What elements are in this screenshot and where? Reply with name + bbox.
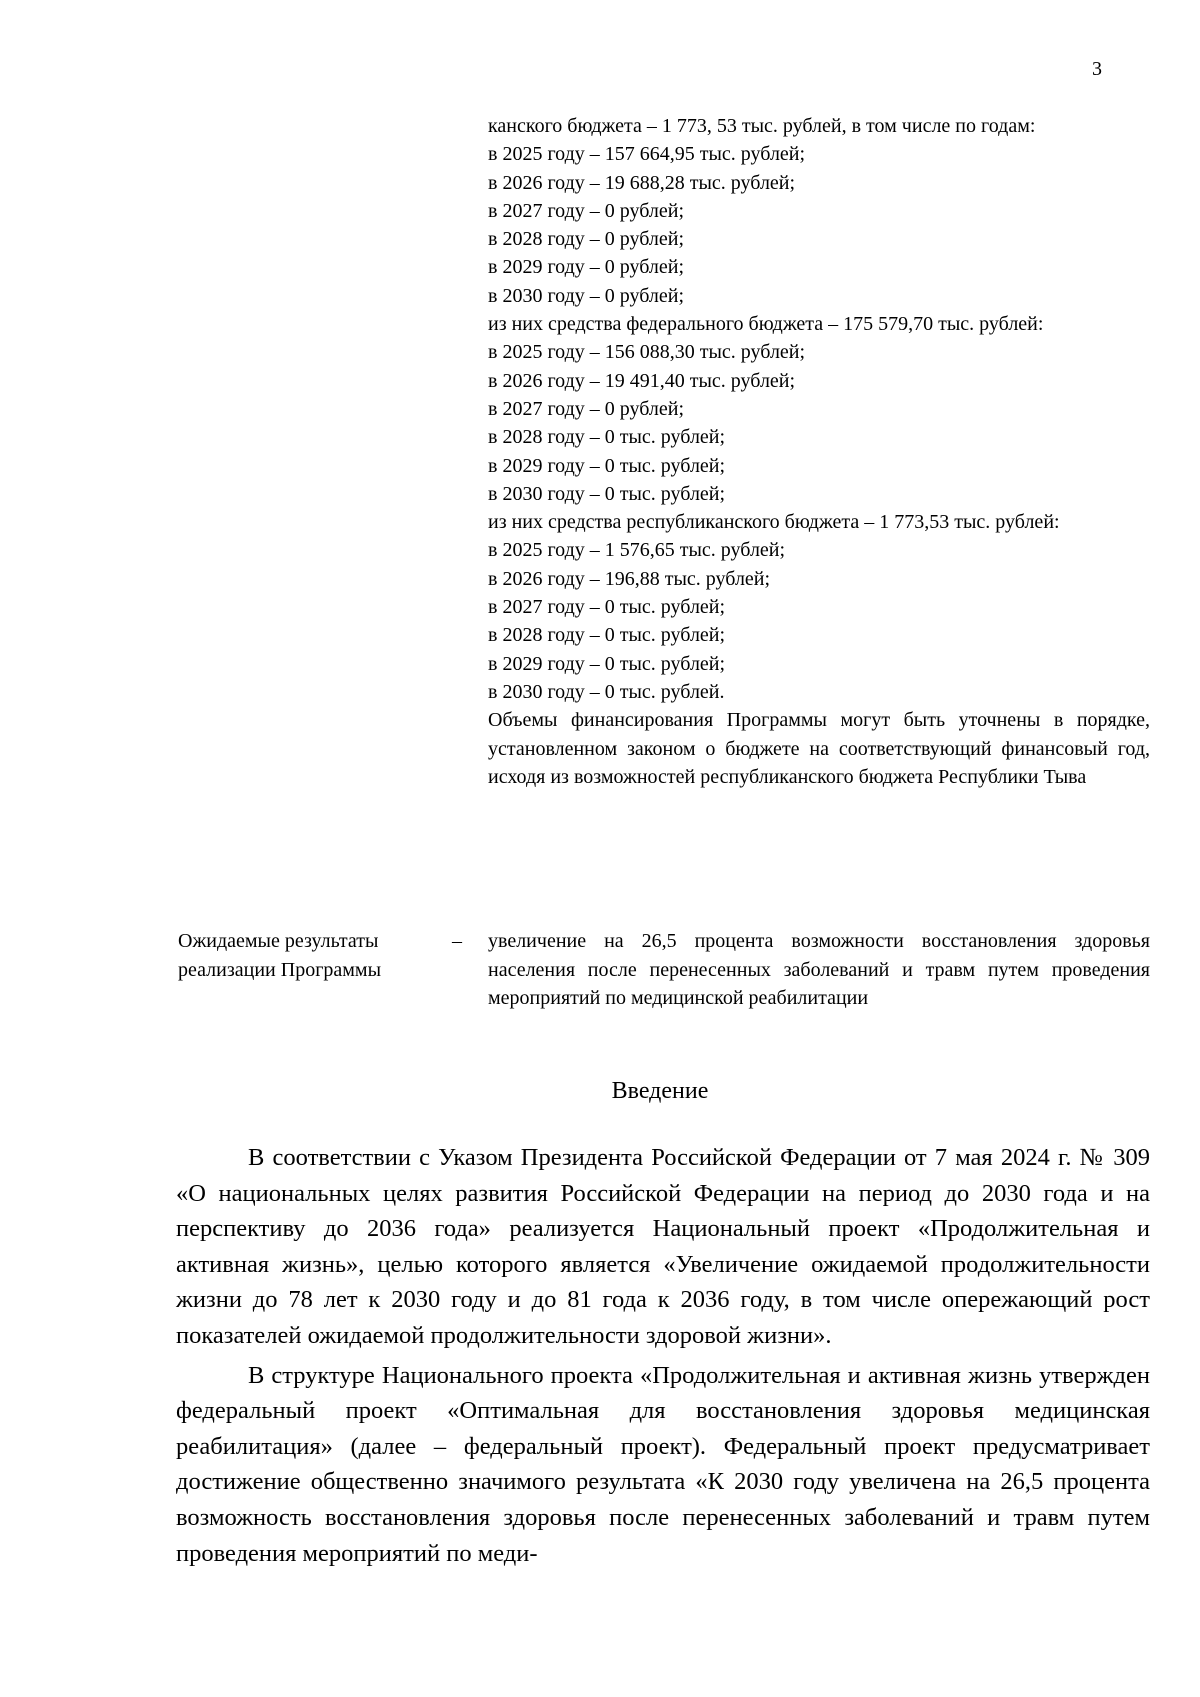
financing-paragraph: Объемы финансирования Программы могут быть уточнены в порядке, установленном законом о бюджете на соответствующий финансовый год, исходя из возможностей республиканского бюджета Республики Тыва [488,709,1150,788]
financing-year-line: в 2028 году – 0 тыс. рублей; [488,426,726,449]
financing-year-line: в 2029 году – 0 рублей; [488,256,685,279]
financing-year-line: в 2026 году – 19 688,28 тыс. рублей; [488,171,796,194]
financing-year-line: в 2027 году – 0 рублей; [488,199,685,222]
financing-year-line: в 2026 году – 19 491,40 тыс. рублей; [488,369,796,392]
financing-year-line: в 2030 году – 0 тыс. рублей; [488,482,726,505]
financing-year-line: в 2030 году – 0 тыс. рублей. [488,680,725,703]
expected-results-dash: – [452,930,462,952]
financing-year-line: в 2026 году – 196,88 тыс. рублей; [488,567,771,590]
financing-year-line: в 2025 году – 1 576,65 тыс. рублей; [488,539,786,562]
introduction-paragraph: В структуре Национального проекта «Продолжительная и активная жизнь утвержден федеральный проект «Оптимальная для восстановления здоровья медицинская реабилитация» (далее – федеральный проект). Федеральный проект предусматривает достижение общественно значимого результата «К 2030 году увеличена на 26,5 процента возможность восстановления здоровья после перенесенных заболеваний и травм путем проведения мероприятий по меди- [176,1361,1150,1567]
introduction-body [176,1140,1150,1575]
financing-year-line: в 2027 году – 0 рублей; [488,397,685,420]
introduction-paragraph: В соответствии с Указом Президента Российской Федерации от 7 мая 2024 г. № 309 «О национальных целях развития Российской Федерации на период до 2030 года и на перспективу до 2036 года» реализуется Национальный проект «Продолжительная и активная жизнь», целью которого является «Увеличение ожидаемой продолжительности жизни до 78 лет к 2030 году и до 81 года к 2036 году, в том числе опережающий рост показателей ожидаемой продолжительности здоровой жизни». [176,1144,1150,1349]
financing-year-line: в 2028 году – 0 тыс. рублей; [488,624,726,647]
financing-year-line: в 2025 году – 156 088,30 тыс. рублей; [488,341,806,364]
expected-results-text: увеличение на 26,5 процента возможности восстановления здоровья населения после перенесенных заболеваний и травм путем проведения мероприятий по медицинской реабилитации [488,930,1150,1009]
section-heading: Введение [611,1078,709,1104]
financing-year-line: в 2029 году – 0 тыс. рублей; [488,454,726,477]
financing-year-line: в 2029 году – 0 тыс. рублей; [488,652,726,675]
financing-year-line: в 2030 году – 0 рублей; [488,284,685,307]
expected-results-label: Ожидаемые результаты реализации Программы [178,930,382,981]
financing-year-line: в 2025 году – 157 664,95 тыс. рублей; [488,143,806,166]
financing-paragraph: канского бюджета – 1 773, 53 тыс. рублей, в том числе по годам: [488,115,1036,137]
financing-paragraph: из них средства федерального бюджета – 175 579,70 тыс. рублей: [488,313,1044,336]
financing-volumes-block [488,112,1150,791]
financing-year-line: в 2028 году – 0 рублей; [488,228,685,251]
page-number: 3 [1092,58,1102,80]
financing-paragraph: из них средства республиканского бюджета – 1 773,53 тыс. рублей: [488,511,1060,534]
financing-year-line: в 2027 году – 0 тыс. рублей; [488,596,726,619]
